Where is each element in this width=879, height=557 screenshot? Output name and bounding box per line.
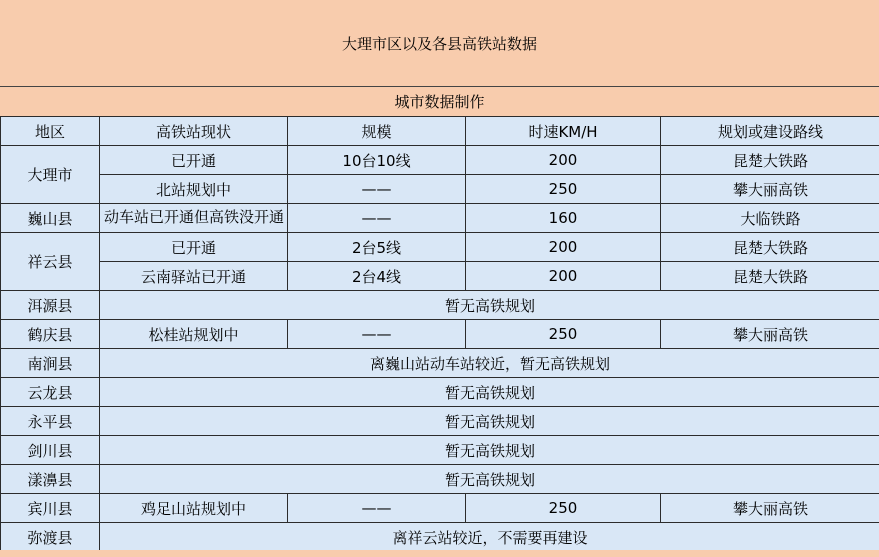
scale-cell[interactable]: 2台4线	[288, 262, 466, 291]
speed-cell[interactable]: 160	[466, 204, 661, 233]
header-cell-region[interactable]: 地区	[1, 117, 100, 146]
station-table	[0, 116, 879, 552]
region-cell[interactable]: 巍山县	[1, 204, 100, 233]
table-row	[1, 465, 879, 494]
table-row	[1, 175, 879, 204]
table-row	[1, 349, 879, 378]
route-cell[interactable]: 昆楚大铁路	[661, 146, 879, 175]
region-cell[interactable]: 大理市	[1, 146, 100, 204]
header-row	[1, 117, 879, 146]
sheet-subtitle: 城市数据制作	[394, 93, 485, 111]
table-row	[1, 407, 879, 436]
route-cell[interactable]: 攀大丽高铁	[661, 320, 879, 349]
region-cell[interactable]: 云龙县	[1, 378, 100, 407]
region-cell[interactable]: 祥云县	[1, 233, 100, 291]
speed-cell[interactable]: 250	[466, 494, 661, 523]
status-cell[interactable]: 已开通	[100, 233, 288, 262]
region-cell[interactable]: 洱源县	[1, 291, 100, 320]
note-cell[interactable]: 离巍山站动车站较近，暂无高铁规划	[100, 349, 879, 378]
route-cell[interactable]: 大临铁路	[661, 204, 879, 233]
note-cell[interactable]: 暂无高铁规划	[100, 291, 879, 320]
note-cell[interactable]: 离祥云站较近，不需要再建设	[100, 523, 879, 552]
note-cell[interactable]: 暂无高铁规划	[100, 407, 879, 436]
table-row	[1, 291, 879, 320]
route-cell[interactable]: 昆楚大铁路	[661, 233, 879, 262]
scale-cell[interactable]: 10台10线	[288, 146, 466, 175]
speed-cell[interactable]: 200	[466, 146, 661, 175]
note-cell[interactable]: 暂无高铁规划	[100, 378, 879, 407]
status-cell[interactable]: 北站规划中	[100, 175, 288, 204]
note-cell[interactable]: 暂无高铁规划	[100, 436, 879, 465]
status-cell[interactable]: 云南驿站已开通	[100, 262, 288, 291]
scale-cell[interactable]: ——	[288, 494, 466, 523]
header-cell-speed[interactable]: 时速KM/H	[466, 117, 661, 146]
speed-cell[interactable]: 250	[466, 175, 661, 204]
route-cell[interactable]: 昆楚大铁路	[661, 262, 879, 291]
route-cell[interactable]: 攀大丽高铁	[661, 494, 879, 523]
header-cell-route[interactable]: 规划或建设路线	[661, 117, 879, 146]
sheet-bottom-edge	[0, 550, 879, 557]
status-cell[interactable]: 已开通	[100, 146, 288, 175]
status-cell[interactable]	[100, 204, 288, 233]
table-row	[1, 494, 879, 523]
route-cell[interactable]: 攀大丽高铁	[661, 175, 879, 204]
header-cell-scale[interactable]: 规模	[288, 117, 466, 146]
table-row	[1, 146, 879, 175]
sheet-title: 大理市区以及各县高铁站数据	[0, 0, 879, 87]
note-cell[interactable]: 暂无高铁规划	[100, 465, 879, 494]
table-row	[1, 436, 879, 465]
status-cell[interactable]: 松桂站规划中	[100, 320, 288, 349]
scale-cell[interactable]: ——	[288, 320, 466, 349]
scale-cell[interactable]: ——	[288, 175, 466, 204]
scale-cell[interactable]: ——	[288, 204, 466, 233]
speed-cell[interactable]: 200	[466, 262, 661, 291]
region-cell[interactable]: 宾川县	[1, 494, 100, 523]
table-row	[1, 204, 879, 233]
table-row	[1, 233, 879, 262]
table-row	[1, 262, 879, 291]
region-cell[interactable]: 剑川县	[1, 436, 100, 465]
speed-cell[interactable]: 200	[466, 233, 661, 262]
scale-cell[interactable]: 2台5线	[288, 233, 466, 262]
region-cell[interactable]: 漾濞县	[1, 465, 100, 494]
region-cell[interactable]: 南涧县	[1, 349, 100, 378]
table-row	[1, 378, 879, 407]
region-cell[interactable]: 弥渡县	[1, 523, 100, 552]
region-cell[interactable]: 鹤庆县	[1, 320, 100, 349]
header-cell-status[interactable]: 高铁站现状	[100, 117, 288, 146]
region-cell[interactable]: 永平县	[1, 407, 100, 436]
speed-cell[interactable]: 250	[466, 320, 661, 349]
table-row	[1, 523, 879, 552]
status-text: 动车站已开通但高铁没开通	[103, 207, 284, 226]
status-cell[interactable]: 鸡足山站规划中	[100, 494, 288, 523]
table-row	[1, 320, 879, 349]
